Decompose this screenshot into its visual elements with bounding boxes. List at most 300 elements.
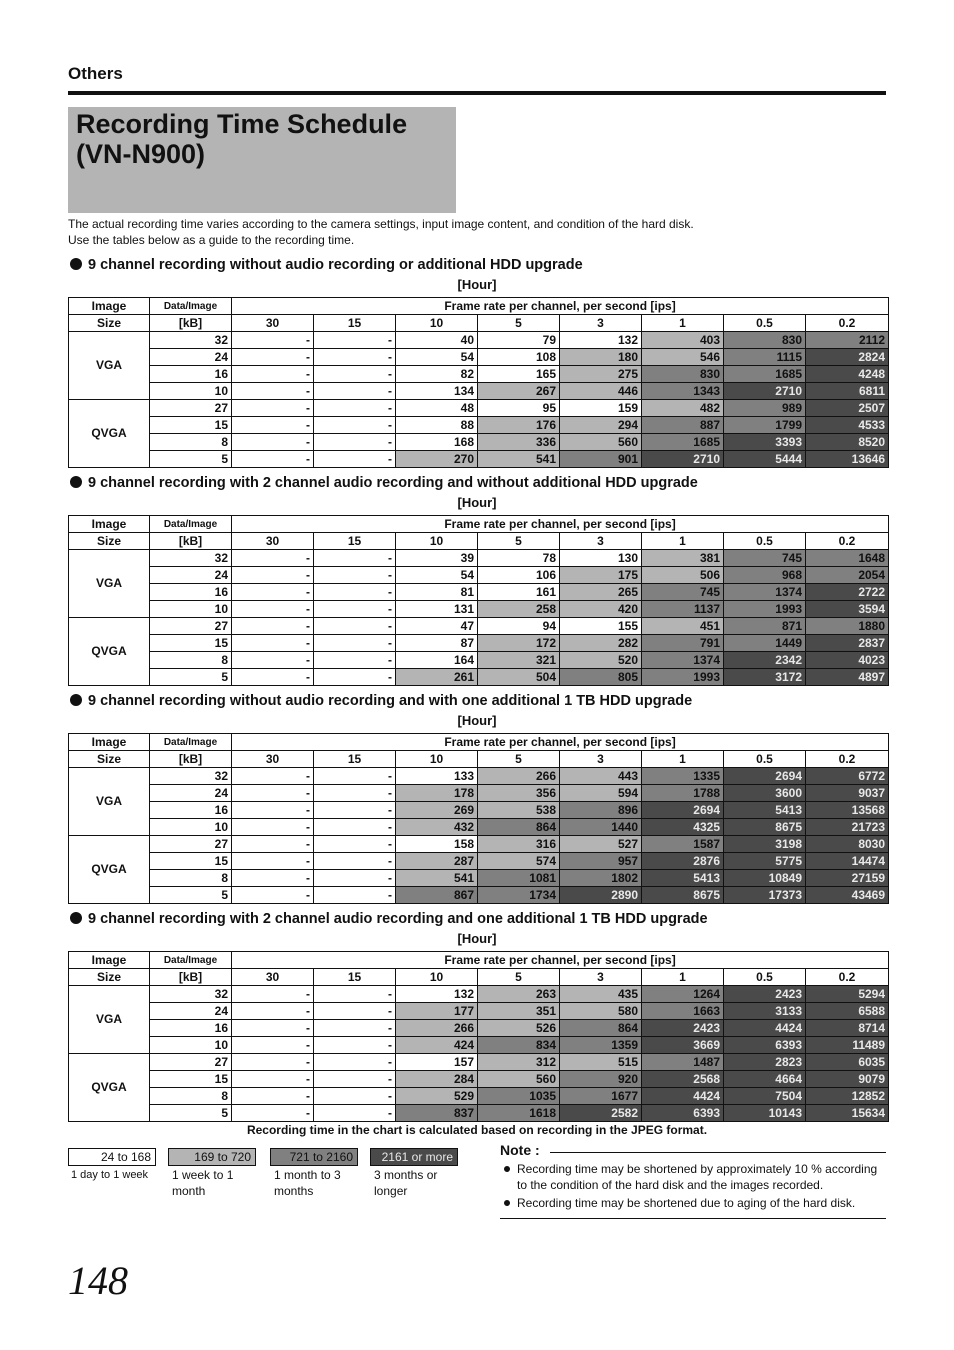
recording-hours-cell: 316 <box>478 836 560 853</box>
recording-hours-cell: 2694 <box>642 802 724 819</box>
recording-hours-cell: 275 <box>560 366 642 383</box>
recording-hours-cell: 263 <box>478 986 560 1003</box>
recording-hours-cell: 155 <box>560 618 642 635</box>
frame-rate-column-header: 10 <box>396 533 478 550</box>
recording-hours-cell: 1799 <box>724 417 806 434</box>
recording-hours-cell: - <box>232 635 314 652</box>
recording-hours-cell: 1115 <box>724 349 806 366</box>
recording-hours-cell: 515 <box>560 1054 642 1071</box>
table-title <box>70 475 698 491</box>
recording-hours-cell: 4424 <box>724 1020 806 1037</box>
recording-hours-cell: 106 <box>478 567 560 584</box>
recording-hours-cell: 482 <box>642 400 724 417</box>
recording-hours-cell: - <box>232 1105 314 1122</box>
table-row <box>69 349 889 366</box>
recording-hours-cell: 830 <box>724 332 806 349</box>
recording-hours-cell: 8675 <box>642 887 724 904</box>
recording-hours-cell: - <box>314 366 396 383</box>
recording-hours-cell: 11489 <box>806 1037 889 1054</box>
table-title <box>70 693 692 709</box>
hour-unit-label: [Hour] <box>457 713 497 728</box>
table-row <box>69 802 889 819</box>
recording-hours-cell: 2890 <box>560 887 642 904</box>
image-size-header: Size <box>69 533 150 550</box>
recording-hours-cell: - <box>232 584 314 601</box>
recording-hours-cell: 538 <box>478 802 560 819</box>
recording-hours-cell: 14474 <box>806 853 889 870</box>
recording-hours-cell: - <box>232 870 314 887</box>
recording-hours-cell: - <box>232 1037 314 1054</box>
bullet-icon <box>504 1200 510 1206</box>
recording-hours-cell: - <box>314 836 396 853</box>
recording-hours-cell: 805 <box>560 669 642 686</box>
image-size-cell: QVGA <box>69 618 150 686</box>
recording-hours-cell: 177 <box>396 1003 478 1020</box>
recording-hours-cell: 178 <box>396 785 478 802</box>
recording-hours-cell: - <box>314 870 396 887</box>
recording-hours-cell: 791 <box>642 635 724 652</box>
data-size-cell: 16 <box>150 366 232 383</box>
frame-rate-column-header: 0.5 <box>724 533 806 550</box>
note-item <box>517 1161 889 1193</box>
recording-hours-cell: 574 <box>478 853 560 870</box>
recording-hours-cell: 381 <box>642 550 724 567</box>
recording-hours-cell: 887 <box>642 417 724 434</box>
image-size-cell: QVGA <box>69 1054 150 1122</box>
recording-hours-cell: 261 <box>396 669 478 686</box>
recording-hours-cell: 520 <box>560 652 642 669</box>
image-size-header: Size <box>69 315 150 332</box>
recording-hours-cell: 133 <box>396 768 478 785</box>
recording-hours-cell: - <box>314 618 396 635</box>
table-row <box>69 332 889 349</box>
intro-line-2: Use the tables below as a guide to the recording time. <box>68 233 355 247</box>
recording-hours-cell: - <box>232 836 314 853</box>
recording-hours-cell: 87 <box>396 635 478 652</box>
recording-hours-cell: - <box>314 986 396 1003</box>
table-row <box>69 567 889 584</box>
recording-hours-cell: 420 <box>560 601 642 618</box>
recording-hours-cell: 424 <box>396 1037 478 1054</box>
recording-hours-cell: 43469 <box>806 887 889 904</box>
bullet-icon <box>70 694 82 706</box>
recording-hours-cell: 1264 <box>642 986 724 1003</box>
recording-hours-cell: 5775 <box>724 853 806 870</box>
recording-hours-cell: 1035 <box>478 1088 560 1105</box>
header-row <box>69 952 889 969</box>
data-size-cell: 15 <box>150 635 232 652</box>
recording-hours-cell: - <box>232 887 314 904</box>
recording-hours-cell: - <box>232 618 314 635</box>
table-row <box>69 618 889 635</box>
table-row <box>69 1037 889 1054</box>
recording-hours-cell: - <box>314 887 396 904</box>
recording-hours-cell: 4664 <box>724 1071 806 1088</box>
recording-hours-cell: 6588 <box>806 1003 889 1020</box>
recording-hours-cell: 837 <box>396 1105 478 1122</box>
recording-hours-cell: - <box>314 451 396 468</box>
data-size-cell: 10 <box>150 601 232 618</box>
data-size-cell: 15 <box>150 417 232 434</box>
recording-hours-cell: 9037 <box>806 785 889 802</box>
kb-header: [kB] <box>150 533 232 550</box>
recording-hours-cell: 78 <box>478 550 560 567</box>
frame-rate-column-header: 5 <box>478 969 560 986</box>
table-title-text: 9 channel recording with 2 channel audio recording and without additional HDD upgrade <box>88 475 698 491</box>
legend-swatch: 24 to 168 <box>68 1148 156 1166</box>
recording-hours-cell: 88 <box>396 417 478 434</box>
table-row <box>69 652 889 669</box>
data-size-cell: 5 <box>150 887 232 904</box>
recording-hours-cell: 3172 <box>724 669 806 686</box>
recording-hours-cell: 867 <box>396 887 478 904</box>
recording-hours-cell: 8714 <box>806 1020 889 1037</box>
recording-hours-cell: 1685 <box>642 434 724 451</box>
recording-hours-cell: - <box>232 669 314 686</box>
recording-hours-cell: 2710 <box>724 383 806 400</box>
table-row <box>69 383 889 400</box>
recording-hours-cell: 1374 <box>642 652 724 669</box>
note-title: Note : <box>500 1142 540 1158</box>
recording-hours-cell: - <box>232 652 314 669</box>
table-row <box>69 853 889 870</box>
recording-hours-cell: 356 <box>478 785 560 802</box>
recording-hours-cell: 901 <box>560 451 642 468</box>
note-bottom-rule <box>500 1218 886 1219</box>
recording-hours-cell: - <box>314 417 396 434</box>
recording-hours-cell: 312 <box>478 1054 560 1071</box>
data-size-cell: 10 <box>150 383 232 400</box>
recording-hours-cell: 1618 <box>478 1105 560 1122</box>
recording-hours-cell: 435 <box>560 986 642 1003</box>
legend-swatch: 2161 or more <box>370 1148 458 1166</box>
header-row <box>69 751 889 768</box>
recording-hours-cell: - <box>314 332 396 349</box>
recording-hours-cell: - <box>314 802 396 819</box>
frame-rate-header: Frame rate per channel, per second [ips] <box>232 952 889 969</box>
data-image-header: Data/Image <box>150 516 232 533</box>
kb-header: [kB] <box>150 315 232 332</box>
kb-header: [kB] <box>150 969 232 986</box>
frame-rate-column-header: 30 <box>232 969 314 986</box>
recording-hours-cell: - <box>232 383 314 400</box>
table-row <box>69 400 889 417</box>
kb-header: [kB] <box>150 751 232 768</box>
recording-hours-cell: 4325 <box>642 819 724 836</box>
recording-hours-cell: - <box>232 451 314 468</box>
recording-hours-cell: 443 <box>560 768 642 785</box>
recording-hours-cell: 17373 <box>724 887 806 904</box>
hour-unit-label: [Hour] <box>457 495 497 510</box>
recording-hours-cell: 594 <box>560 785 642 802</box>
recording-hours-cell: 21723 <box>806 819 889 836</box>
data-size-cell: 16 <box>150 802 232 819</box>
image-size-header: Image <box>69 516 150 533</box>
recording-hours-cell: 3393 <box>724 434 806 451</box>
recording-hours-cell: 8030 <box>806 836 889 853</box>
page-title-line2: (VN-N900) <box>76 139 206 169</box>
recording-hours-cell: 131 <box>396 601 478 618</box>
recording-hours-cell: 54 <box>396 567 478 584</box>
recording-hours-cell: 282 <box>560 635 642 652</box>
data-image-header: Data/Image <box>150 298 232 315</box>
data-image-header: Data/Image <box>150 734 232 751</box>
recording-hours-cell: 5294 <box>806 986 889 1003</box>
table-row <box>69 550 889 567</box>
data-size-cell: 5 <box>150 669 232 686</box>
recording-hours-cell: 258 <box>478 601 560 618</box>
frame-rate-column-header: 30 <box>232 751 314 768</box>
recording-hours-cell: - <box>232 434 314 451</box>
hour-unit-label: [Hour] <box>457 277 497 292</box>
recording-hours-cell: 6393 <box>642 1105 724 1122</box>
page-number: 148 <box>68 1258 128 1303</box>
recording-hours-cell: 1440 <box>560 819 642 836</box>
recording-hours-cell: - <box>314 567 396 584</box>
table-row <box>69 1020 889 1037</box>
data-size-cell: 15 <box>150 853 232 870</box>
recording-hours-cell: 6035 <box>806 1054 889 1071</box>
recording-hours-cell: 351 <box>478 1003 560 1020</box>
recording-hours-cell: 158 <box>396 836 478 853</box>
recording-hours-cell: 161 <box>478 584 560 601</box>
recording-hours-cell: 2423 <box>724 986 806 1003</box>
recording-hours-cell: 10143 <box>724 1105 806 1122</box>
frame-rate-column-header: 0.2 <box>806 533 889 550</box>
recording-hours-cell: 6393 <box>724 1037 806 1054</box>
data-size-cell: 24 <box>150 785 232 802</box>
data-size-cell: 10 <box>150 819 232 836</box>
recording-hours-cell: 130 <box>560 550 642 567</box>
recording-hours-cell: - <box>314 349 396 366</box>
bullet-icon <box>70 476 82 488</box>
recording-hours-cell: 745 <box>724 550 806 567</box>
frame-rate-column-header: 5 <box>478 315 560 332</box>
recording-hours-cell: 27159 <box>806 870 889 887</box>
recording-hours-cell: 47 <box>396 618 478 635</box>
recording-hours-cell: 180 <box>560 349 642 366</box>
recording-hours-cell: - <box>232 1020 314 1037</box>
recording-hours-cell: - <box>314 785 396 802</box>
table-title-text: 9 channel recording with 2 channel audio recording and one additional 1 TB HDD upgrade <box>88 911 708 927</box>
recording-hours-cell: 403 <box>642 332 724 349</box>
recording-hours-cell: 526 <box>478 1020 560 1037</box>
table-row <box>69 986 889 1003</box>
recording-hours-cell: 2582 <box>560 1105 642 1122</box>
recording-hours-cell: 1335 <box>642 768 724 785</box>
data-size-cell: 5 <box>150 1105 232 1122</box>
recording-hours-cell: 3669 <box>642 1037 724 1054</box>
recording-hours-cell: 48 <box>396 400 478 417</box>
recording-hours-cell: 287 <box>396 853 478 870</box>
table-row <box>69 887 889 904</box>
recording-hours-cell: 12852 <box>806 1088 889 1105</box>
image-size-cell: VGA <box>69 550 150 618</box>
frame-rate-column-header: 1 <box>642 969 724 986</box>
image-size-cell: VGA <box>69 768 150 836</box>
recording-hours-cell: - <box>232 853 314 870</box>
recording-hours-cell: 13568 <box>806 802 889 819</box>
recording-hours-cell: 336 <box>478 434 560 451</box>
recording-hours-cell: 1449 <box>724 635 806 652</box>
recording-hours-cell: 2694 <box>724 768 806 785</box>
recording-hours-cell: - <box>314 1071 396 1088</box>
recording-hours-cell: 1648 <box>806 550 889 567</box>
recording-hours-cell: 159 <box>560 400 642 417</box>
recording-hours-cell: 40 <box>396 332 478 349</box>
frame-rate-column-header: 30 <box>232 315 314 332</box>
recording-hours-cell: 4897 <box>806 669 889 686</box>
recording-hours-cell: - <box>232 1088 314 1105</box>
recording-hours-cell: 4248 <box>806 366 889 383</box>
table-row <box>69 669 889 686</box>
frame-rate-column-header: 3 <box>560 969 642 986</box>
recording-hours-cell: - <box>232 819 314 836</box>
recording-hours-cell: 2823 <box>724 1054 806 1071</box>
recording-hours-cell: 745 <box>642 584 724 601</box>
frame-rate-column-header: 15 <box>314 969 396 986</box>
recording-hours-cell: 270 <box>396 451 478 468</box>
recording-hours-cell: - <box>314 1054 396 1071</box>
recording-hours-cell: 165 <box>478 366 560 383</box>
recording-hours-cell: 834 <box>478 1037 560 1054</box>
recording-hours-cell: - <box>232 550 314 567</box>
recording-hours-cell: 4533 <box>806 417 889 434</box>
recording-hours-cell: - <box>314 584 396 601</box>
recording-time-table <box>68 297 889 468</box>
legend-label: 1 week to 1 month <box>172 1168 234 1198</box>
frame-rate-column-header: 10 <box>396 969 478 986</box>
intro-line-1: The actual recording time varies according to the camera settings, input image content, and condition of the hard disk. <box>68 217 694 231</box>
data-size-cell: 15 <box>150 1071 232 1088</box>
recording-hours-cell: 896 <box>560 802 642 819</box>
recording-hours-cell: 1734 <box>478 887 560 904</box>
table-row <box>69 1088 889 1105</box>
recording-hours-cell: - <box>232 417 314 434</box>
recording-hours-cell: - <box>314 1020 396 1037</box>
recording-hours-cell: - <box>232 986 314 1003</box>
image-size-cell: QVGA <box>69 836 150 904</box>
recording-hours-cell: 168 <box>396 434 478 451</box>
recording-hours-cell: - <box>232 1003 314 1020</box>
recording-hours-cell: 871 <box>724 618 806 635</box>
table-row <box>69 1003 889 1020</box>
recording-hours-cell: 1802 <box>560 870 642 887</box>
data-size-cell: 27 <box>150 1054 232 1071</box>
recording-hours-cell: 8520 <box>806 434 889 451</box>
recording-hours-cell: 54 <box>396 349 478 366</box>
recording-hours-cell: 4023 <box>806 652 889 669</box>
recording-hours-cell: 2722 <box>806 584 889 601</box>
recording-hours-cell: 2837 <box>806 635 889 652</box>
image-size-header: Image <box>69 298 150 315</box>
data-size-cell: 27 <box>150 618 232 635</box>
recording-hours-cell: 3594 <box>806 601 889 618</box>
recording-hours-cell: 172 <box>478 635 560 652</box>
data-size-cell: 32 <box>150 550 232 567</box>
recording-hours-cell: 1081 <box>478 870 560 887</box>
image-size-header: Image <box>69 952 150 969</box>
recording-hours-cell: - <box>314 434 396 451</box>
recording-hours-cell: 527 <box>560 836 642 853</box>
recording-hours-cell: 1359 <box>560 1037 642 1054</box>
data-size-cell: 10 <box>150 1037 232 1054</box>
data-size-cell: 8 <box>150 1088 232 1105</box>
recording-hours-cell: 6811 <box>806 383 889 400</box>
recording-hours-cell: - <box>232 567 314 584</box>
recording-hours-cell: 10849 <box>724 870 806 887</box>
note-item-text: Recording time may be shortened due to aging of the hard disk. <box>517 1196 856 1210</box>
recording-hours-cell: - <box>232 802 314 819</box>
recording-hours-cell: - <box>232 768 314 785</box>
recording-hours-cell: - <box>314 652 396 669</box>
recording-hours-cell: 157 <box>396 1054 478 1071</box>
recording-hours-cell: - <box>314 768 396 785</box>
recording-hours-cell: 95 <box>478 400 560 417</box>
recording-hours-cell: - <box>314 1105 396 1122</box>
recording-hours-cell: 1487 <box>642 1054 724 1071</box>
frame-rate-column-header: 0.2 <box>806 969 889 986</box>
recording-hours-cell: 560 <box>560 434 642 451</box>
recording-hours-cell: 39 <box>396 550 478 567</box>
table-row <box>69 785 889 802</box>
table-row <box>69 584 889 601</box>
recording-hours-cell: 432 <box>396 819 478 836</box>
frame-rate-column-header: 0.5 <box>724 751 806 768</box>
bullet-icon <box>70 258 82 270</box>
image-size-header: Size <box>69 969 150 986</box>
frame-rate-column-header: 0.5 <box>724 969 806 986</box>
recording-hours-cell: 15634 <box>806 1105 889 1122</box>
recording-hours-cell: 989 <box>724 400 806 417</box>
recording-hours-cell: 132 <box>396 986 478 1003</box>
note-item-text: Recording time may be shortened by approximately 10 % according to the condition of the hard disk and the images recorded. <box>517 1162 878 1192</box>
bullet-icon <box>504 1166 510 1172</box>
recording-hours-cell: 2423 <box>642 1020 724 1037</box>
recording-hours-cell: 529 <box>396 1088 478 1105</box>
frame-rate-column-header: 15 <box>314 751 396 768</box>
recording-hours-cell: 968 <box>724 567 806 584</box>
table-row <box>69 768 889 785</box>
table-title-text: 9 channel recording without audio recording or additional HDD upgrade <box>88 257 583 273</box>
recording-hours-cell: 284 <box>396 1071 478 1088</box>
table-row <box>69 601 889 618</box>
recording-hours-cell: - <box>232 349 314 366</box>
recording-hours-cell: 108 <box>478 349 560 366</box>
table-row <box>69 1105 889 1122</box>
recording-hours-cell: 1685 <box>724 366 806 383</box>
header-row <box>69 734 889 751</box>
recording-hours-cell: 79 <box>478 332 560 349</box>
recording-hours-cell: 541 <box>478 451 560 468</box>
recording-hours-cell: 2710 <box>642 451 724 468</box>
data-size-cell: 8 <box>150 434 232 451</box>
recording-hours-cell: 2054 <box>806 567 889 584</box>
header-row <box>69 969 889 986</box>
recording-hours-cell: - <box>314 1088 396 1105</box>
legend-swatch: 721 to 2160 <box>270 1148 358 1166</box>
table-title <box>70 257 583 273</box>
image-size-cell: VGA <box>69 986 150 1054</box>
recording-hours-cell: 134 <box>396 383 478 400</box>
recording-hours-cell: 2342 <box>724 652 806 669</box>
header-rule <box>68 91 886 95</box>
recording-hours-cell: 3600 <box>724 785 806 802</box>
data-size-cell: 32 <box>150 986 232 1003</box>
recording-hours-cell: - <box>232 785 314 802</box>
table-row <box>69 870 889 887</box>
recording-hours-cell: - <box>232 400 314 417</box>
